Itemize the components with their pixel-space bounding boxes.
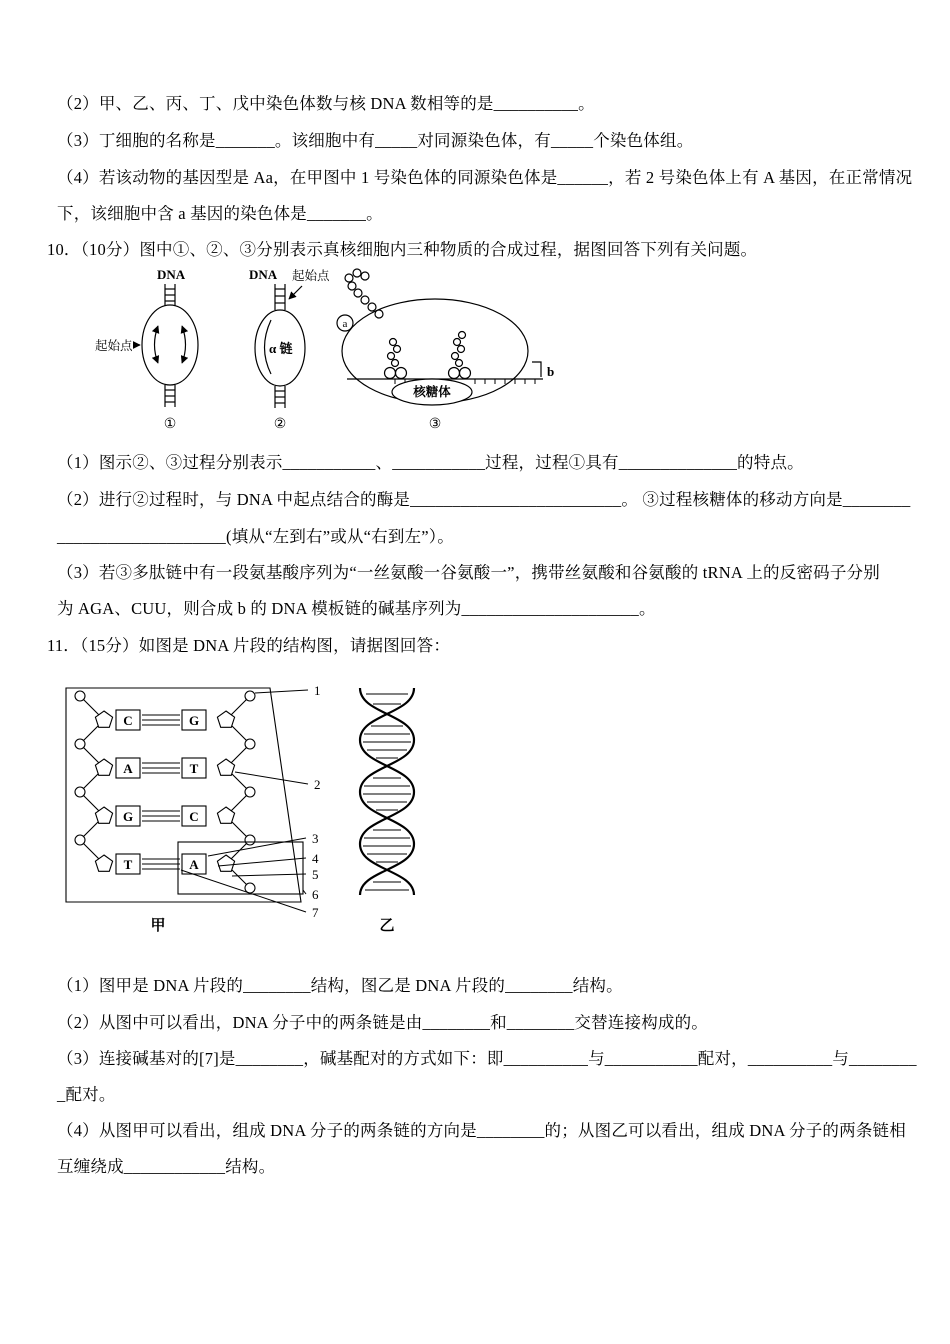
q11-item-3b: _配对。 — [57, 1085, 116, 1104]
start-point-label-left: 起始点 — [95, 339, 133, 353]
base-letter: A — [123, 761, 133, 776]
callout-number-1: 1 — [314, 683, 321, 698]
q10-figure — [95, 266, 565, 434]
ribosome-label: 核糖体 — [413, 385, 451, 399]
q10-item-2b: ____________________(填从“左到右”或从“右到左”）。 — [57, 527, 454, 546]
label-a: a — [342, 318, 348, 330]
q9-item-4a: （4）若该动物的基因型是 Aa，在甲图中 1 号染色体的同源染色体是______，若 2 号染色体上有 A 基因，在正常情况 — [57, 168, 913, 187]
process-1-number: ① — [163, 417, 177, 432]
base-letter: T — [123, 857, 133, 872]
callout-number-6: 6 — [312, 887, 319, 902]
dna-ladder-structure — [66, 688, 308, 912]
q11-header: 11．（15分）如图是 DNA 片段的结构图，请据图回答： — [47, 636, 451, 655]
q10-item-3b: 为 AGA、CUU，则合成 b 的 DNA 模板链的碱基序列为_____________________。 — [57, 599, 656, 618]
ribosome-beads — [337, 269, 471, 379]
alpha-chain-label: α 链 — [269, 341, 293, 356]
q11-item-4b: 互缠绕成____________结构。 — [57, 1157, 276, 1176]
q11-item-4a: （4）从图甲可以看出，组成 DNA 分子的两条链的方向是________的；从图乙可以看出，组成 DNA 分子的两条链相 — [57, 1121, 906, 1140]
base-letter: G — [188, 713, 200, 728]
callout-number-2: 2 — [314, 777, 321, 792]
start-point-label-mid: 起始点 — [292, 269, 330, 283]
q9-item-4b: 下，该细胞中含 a 基因的染色体是_______。 — [57, 204, 383, 223]
base-letter: G — [122, 809, 134, 824]
label-b: b — [547, 364, 555, 379]
figure-jia-label: 甲 — [150, 918, 166, 934]
q11-item-2: （2）从图中可以看出，DNA 分子中的两条链是由________和________交替连接构成的。 — [57, 1013, 709, 1032]
q11-figure — [58, 680, 453, 958]
callout-number-5: 5 — [312, 867, 319, 882]
base-letter: A — [189, 857, 199, 872]
dna-double-helix — [360, 688, 414, 895]
callout-number-7: 7 — [312, 905, 319, 920]
q9-item-3: （3）丁细胞的名称是_______。该细胞中有_____对同源染色体，有_____个染色体组。 — [57, 131, 694, 150]
process-3-number: ③ — [428, 417, 442, 432]
base-letter: C — [123, 713, 133, 728]
q11-item-1: （1）图甲是 DNA 片段的________结构，图乙是 DNA 片段的________结构。 — [57, 976, 623, 995]
base-letter: C — [189, 809, 199, 824]
figure-yi-label: 乙 — [379, 918, 395, 934]
process-2-number: ② — [273, 417, 287, 432]
q9-item-2: （2）甲、乙、丙、丁、戊中染色体数与核 DNA 数相等的是__________。 — [57, 94, 595, 113]
dna-label-mid: DNA — [249, 267, 278, 282]
callout-number-3: 3 — [312, 831, 319, 846]
q10-item-2a: （2）进行②过程时，与 DNA 中起点结合的酶是_________________________。 ③过程核糖体的移动方向是________ — [57, 490, 911, 509]
q10-header: 10．（10分）图中①、②、③分别表示真核细胞内三种物质的合成过程，据图回答下列有关问题。 — [47, 240, 758, 259]
q10-item-1: （1）图示②、③过程分别表示___________、___________过程，过程①具有______________的特点。 — [57, 453, 804, 472]
base-letter: T — [189, 761, 199, 776]
replication-bubble — [134, 284, 198, 407]
q11-item-3a: （3）连接碱基对的[7]是________，碱基配对的方式如下：即__________与___________配对，__________与________ — [57, 1049, 917, 1068]
dna-label-left: DNA — [157, 267, 186, 282]
q10-item-3a: （3）若③多肽链中有一段氨基酸序列为“一丝氨酸一谷氨酸一”，携带丝氨酸和谷氨酸的 tRNA 上的反密码子分别 — [57, 563, 880, 582]
callout-number-4: 4 — [312, 851, 319, 866]
